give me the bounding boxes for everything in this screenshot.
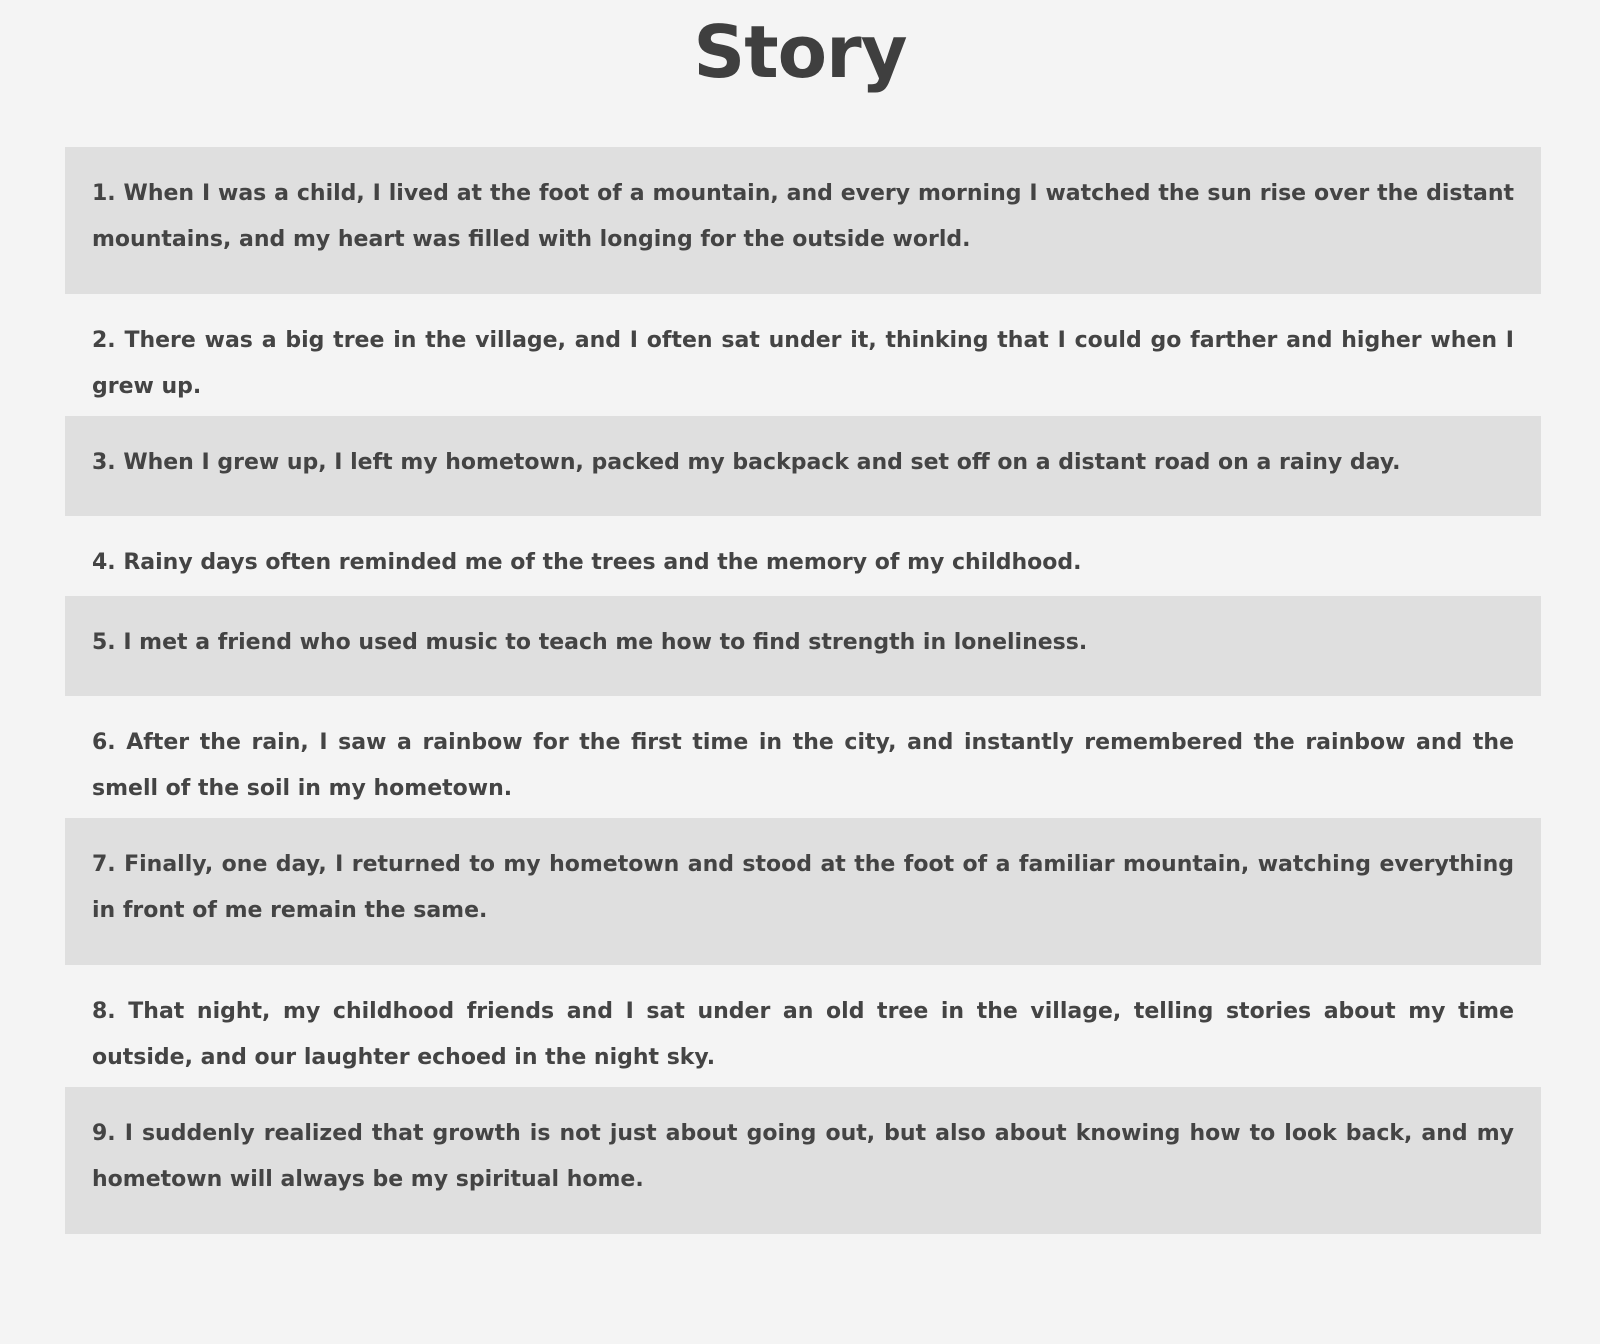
story-item-4: 4. Rainy days often reminded me of the trees and the memory of my childhood. [92,550,1082,575]
story-item-8: 8. That night, my childhood friends and I sat under an old tree in the village, telling stories about my time outside, and our laughter echoed in the night sky. [92,999,1514,1070]
story-item-9: 9. I suddenly realized that growth is not just about going out, but also about knowing how to look back, and my hometown will always be my spiritual home. [65,1087,1541,1234]
story-item-6: 6. After the rain, I saw a rainbow for the first time in the city, and instantly remembered the rainbow and the smell of the soil in my hometown. [92,730,1514,801]
page-title: Story [693,10,907,94]
story-item-1: 1. When I was a child, I lived at the foot of a mountain, and every morning I watched the sun rise over the distant mountains, and my heart was filled with longing for the outside world. [65,147,1541,294]
story-item-3: 3. When I grew up, I left my hometown, packed my backpack and set off on a distant road on a rainy day. [65,416,1541,516]
story-item-2: 2. There was a big tree in the village, and I often sat under it, thinking that I could go farther and higher when I grew up. [92,328,1514,399]
story-item-5: 5. I met a friend who used music to teach me how to find strength in loneliness. [65,596,1541,696]
story-list [65,147,1541,1234]
story-item-7: 7. Finally, one day, I returned to my hometown and stood at the foot of a familiar mountain, watching everything in front of me remain the same. [65,818,1541,965]
